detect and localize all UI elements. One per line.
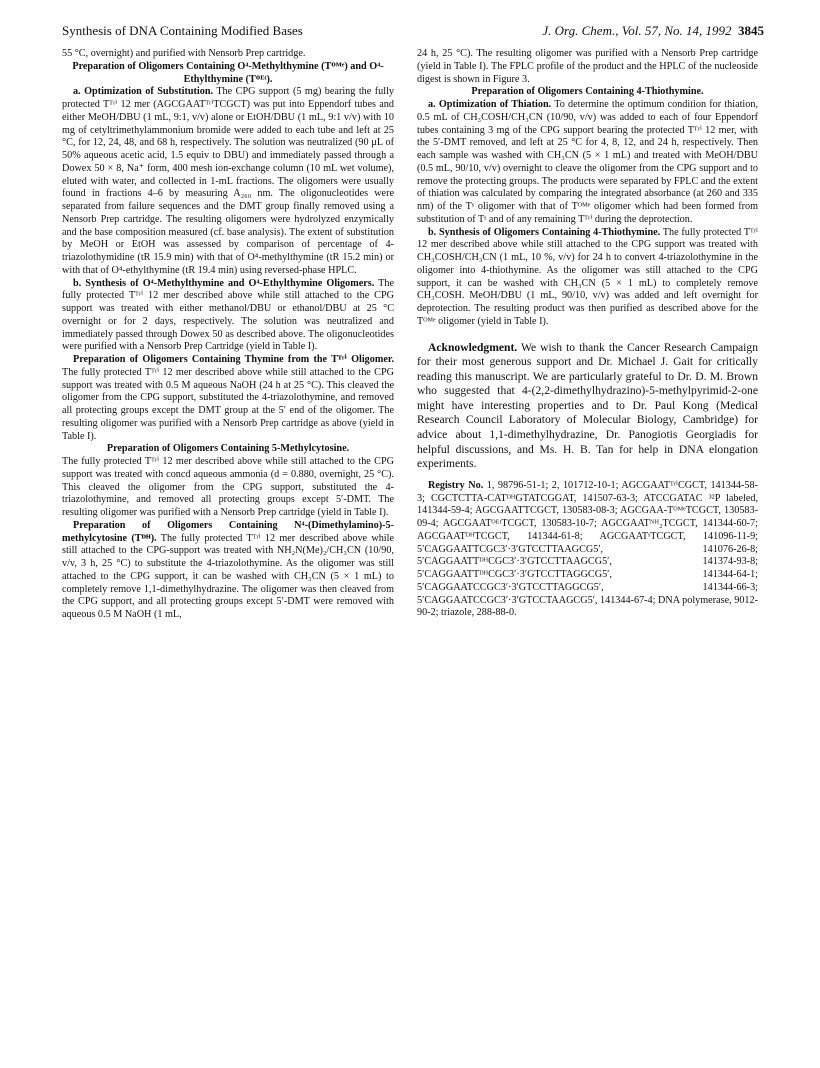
paragraph [62,86,394,277]
running-title: Synthesis of DNA Containing Modified Bases [62,23,303,38]
runin-heading: Preparation of Oligomers Containing N⁴-(Dimethylamino)-5-methylcytosine (Tᴰᴴ). [62,519,394,544]
paragraph [62,354,394,443]
paragraph: The fully protected Tᵀʳⁱ 12 mer described above while still attached to the CPG support was treated with concd aqueous ammonia (d = 0.880, overnight, 25 °C). This cleaved the oligomer from the CPG support, substituted the 4-triazolothymine, and removed all protecting groups except 5′-DMT. The resulting oligomer was purified with a Nensorb Prep cartridge (yield in Table I). [62,456,394,518]
paragraph [417,227,758,329]
acknowledgment-body: We wish to thank the Cancer Research Campaign for their most generous support and Dr. Michael J. Gait for critically reading this manuscript. We are particularly grateful to Dr. D. M. Brown who suggested that 4-(2,2-dimethylhydrazino)-5-methylpyrimid-2-one might have interesting properties and to Dr. Paul Kong (Medical Research Council Laboratory of Molecular Biology, Cambridge) for advice about 1,1-dimethylhydrazine, Dr. Panogiotis Georgiadis for helpful discussions, and Ms. H. B. Tan for help in DNA elongation experiments. [417,340,758,471]
section-heading: Preparation of Oligomers Containing 5-Methylcytosine. [106,443,350,455]
journal-name: J. Org. Chem., Vol. 57, No. 14, 1992 [542,23,732,38]
paragraph-body: The fully protected Tᵀʳⁱ 12 mer described above while still attached to the CPG support was treated with CH₃COSH/CH₃CN (1 mL, 10 %, v/v) for 24 h to convert 4-triazolothymine in the oligomer into 4-thiothymine. As the oligomer was still attached to the CPG support, it can be washed with CH₃CN (5 × 1 mL) to completely remove CH₃COSH. MeOH/DBU (1 mL, 90/10, v/v) was added and left overnight for deprotection. The resulting product was then purified as described above for the Tᴼᴹᵉ oligomer (yield in Table I). [417,226,758,327]
right-column [417,48,758,620]
section-heading: Preparation of Oligomers Containing O⁴-Methylthymine (Tᴼᴹᵉ) and O⁴-Ethylthymine (Tᴼᴱᵗ). [72,60,384,85]
paragraph [62,278,394,355]
registry-body: 1, 98796-51-1; 2, 101712-10-1; AGCGAATᵀʳⁱCGCT, 141344-58-3; CGCTCTTA-CATᴰᴴGTATCGGAT, 141507-63-3; ATCCGATAC ³²P labeled, 141344-59-4; AGCGAATTCGCT, 130583-08-3; AGCGAA-TᴼᴹᵉTCGCT, 130583-09-4; AGCGAATᴼᴱᵗTCGCT, 130583-10-7; AGCGAATᴺᴴ₂TCGCT, 141344-60-7; AGCGAATᴰᴴTCGCT, 141344-61-8; AGCGAATˢTCGCT, 141096-11-9; 5′CAGGAATTCGC3′·3′GTCCTTAAGCG5′, 141076-26-8; 5′CAGGAATTᴰᴴCGC3′·3′GTCCTTAAGCG5′, 141374-93-8; 5′CAGGAATTᴰᴴCGC3′·3′GTCCTTAGGCG5′, 141344-64-1; 5′CAGGAATCCGC3′·3′GTCCTTAGGCG5′, 141344-66-3; 5′CAGGAATCCGC3′·3′GTCCTAAGCG5′, 141344-67-4; DNA polymerase, 9012-90-2; triazole, 288-88-0. [417,479,758,619]
runin-heading: b. Synthesis of Oligomers Containing 4-Thiothymine. [428,226,661,238]
paragraph [62,520,394,622]
left-column [62,48,394,622]
paragraph-body: The CPG support (5 mg) bearing the fully protected Tᵀʳⁱ 12 mer (AGCGAATᵀʳⁱTCGCT) was put into Eppendorf tubes and either MeOH/DBU (1 mL, 9:1, v/v) alone or EtOH/DBU (1 mL, 9:1 v/v) with 10 mg of cetyltrimethylammonium bromide were added to each tube and left at 25 °C, for 12, 24, 48, and 68 h, respectively. The solution was neutralized (90 μL of 50% aqueous acetic acid, 1.5 equiv to DBU) and immediately passed through a Dowex 50 × 8, Na⁺ form, 400 mesh ion-exchange column (10 mL wet volume), eluted with water, and collected in 1-mL fractions. The oligomers were usually found in fractions 4–6 by measuring A₂₆₀ nm. The oligonucleotides were separated from failure sequences and the DMT group finally removed using a Nensorb Prep cartridge. The resulting oligomers were hydrolyzed enzymically and the base composition measured (cf. base analysis). The extent of substitution by MeOH or EtOH was assessed by comparison of percentage of 4-triazolothymidine (tR 15.9 min) with that of O⁴-methylthymine (tR 15.2 min) or with that of O⁴-ethylthymine (tR 19.4 min) using reversed-phase HPLC. [62,86,394,276]
acknowledgment-heading: Acknowledgment. [428,340,518,354]
running-header [62,22,764,40]
journal-citation [542,22,764,40]
paragraph-body: The fully protected Tᵀʳⁱ 12 mer described above while still attached to the CPG support was treated with 0.5 M aqueous NaOH (24 h at 25 °C). This cleaved the oligomer from the CPG support, substituted the 4-triazolothymine, and removed all protecting groups except the DMT group at the 5′ end of the oligomer. The resulting oligomer was purified with a Nensorb Prep cartridge as above (yield in Table I). [62,366,394,442]
paragraph-body: The fully protected Tᵀʳⁱ 12 mer described above while still attached to the CPG-support was treated with NH₂N(Me)₂/CH₃CN (10/90, v/v, 3 h, 25 °C) to substitute the 4-triazolothymine. As the oligomer was still attached to the CPG support, it can be washed with CH₃CN (5 × 1 mL) to completely remove 1,1-dimethylhydrazine. The oligomer was then cleaved from the CPG support, and all protecting groups except 5′-DMT were removed with aqueous 0.5 M NaOH (1 mL, [62,532,394,620]
paragraph-body: The fully protected Tᵀʳⁱ 12 mer described above while still attached to the CPG support was treated with either methanol/DBU or ethanol/DBU at 25 °C overnight or for 2 days, respectively. The solution was neutralized and immediately passed through Dowex 50 as described above. The oligonucleotides were purified with a Nensorb Prep Cartridge (yield in Table I). [62,277,395,353]
acknowledgment [417,341,758,472]
runin-heading: b. Synthesis of O⁴-Methylthymine and O⁴-Ethylthymine Oligomers. [73,277,375,289]
section-heading: Preparation of Oligomers Containing 4-Thiothymine. [471,86,704,98]
runin-heading: a. Optimization of Substitution. [73,86,214,98]
registry-heading: Registry No. [428,479,484,491]
registry-numbers [417,480,758,620]
runin-heading: Preparation of Oligomers Containing Thymine from the Tᵀʳⁱ Oligomer. [73,354,394,365]
paragraph-body: To determine the optimum condition for thiation, 0.5 mL of CH₃COSH/CH₃CN (10/90, v/v) was added to each of four Eppendorf tubes containing 3 mg of the CPG support bearing the protected Tᵀʳⁱ 12 mer, with the 5′-DMT removed, and left at 25 °C for 4, 8, 12, and 24 h, respectively. Then each sample was washed with CH₃CN (5 × 1 mL) and treated with MeOH/DBU (0.5 mL, 90/10, v/v) overnight to cleave the oligomer from the CPG support and to remove the protecting groups. The products were separated by FPLC and the extent of thiation was calculated by comparing the integrated absorbance (at 260 and 335 nm) of the Tˢ oligomer with that of Tᴼᴹᵉ oligomer which had been formed from substitution of Tˢ and of any remaining Tᵀʳⁱ during the deprotection. [417,99,758,225]
page-number: 3845 [738,23,764,38]
paragraph: 24 h, 25 °C). The resulting oligomer was purified with a Nensorb Prep cartridge (yield in Table I). The FPLC profile of the product and the HPLC of the nucleoside digest is shown in Figure 3. [417,48,758,85]
paragraph [417,99,758,227]
runin-heading: a. Optimization of Thiation. [428,99,552,110]
paragraph: 55 °C, overnight) and purified with Nensorb Prep cartridge. [62,48,306,59]
